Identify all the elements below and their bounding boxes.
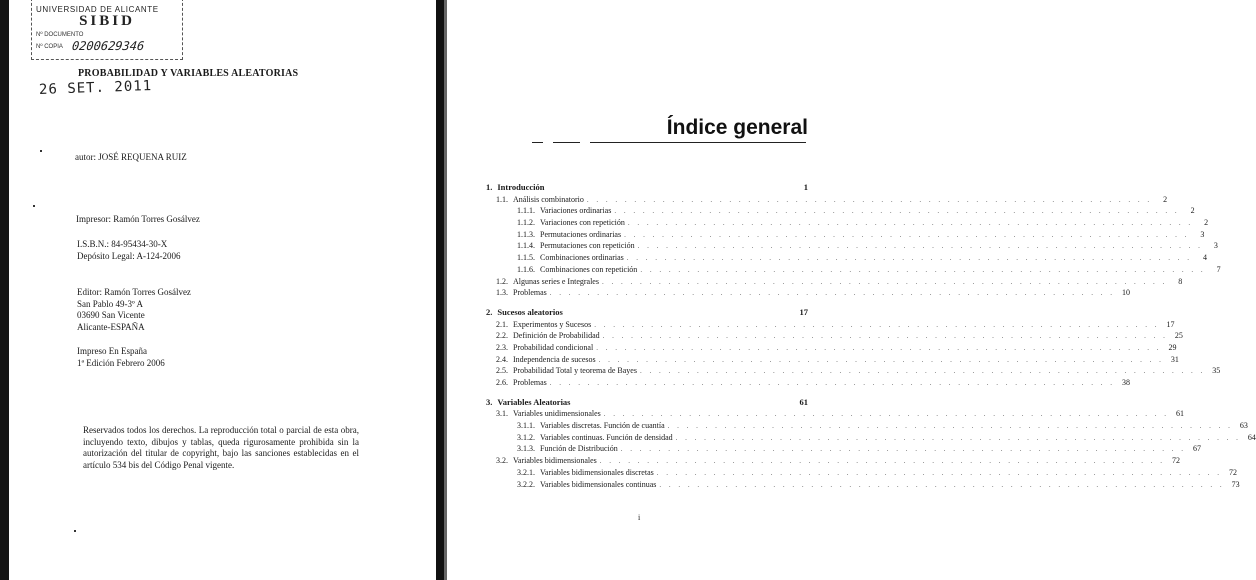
toc-leader-dots: . . . . . . . . . . . . . . . . . . . . . . . . . . . . . . . . . . . . . . . . . . . . . . . . . . . . . . . . . . . .	[656, 468, 1222, 477]
toc-leader-dots: . . . . . . . . . . . . . . . . . . . . . . . . . . . . . . . . . . . . . . . . . . . . . . . . . . . . . . . . . . . .	[624, 230, 1190, 239]
toc-page: 72	[1172, 456, 1181, 466]
toc-page: 31	[1170, 354, 1179, 364]
toc-number: 1.2.	[496, 276, 508, 286]
toc-number: 3.1.1.	[517, 421, 535, 431]
toc-number: 1.1.	[496, 194, 508, 204]
toc-number: 1.1.6.	[517, 264, 535, 274]
toc-leader-dots: . . . . . . . . . . . . . . . . . . . . . . . . . . . . . . . . . . . . . . . . . . . . . . . . . . . . . . . . . . . .	[614, 207, 1180, 216]
toc-number: 2.	[486, 306, 493, 317]
toc-entry[interactable]	[486, 443, 1202, 455]
toc-leader-dots: . . . . . . . . . . . . . . . . . . . . . . . . . . . . . . . . . . . . . . . . . . . . . . . . . . . . . . . . . . . .	[620, 445, 1187, 454]
toc-chapter[interactable]	[486, 397, 808, 409]
toc-label: Variables unidimensionales	[513, 409, 601, 419]
printer-line: Impresor: Ramón Torres Gosálvez	[76, 214, 200, 224]
toc-page: 61	[1176, 409, 1185, 419]
toc-page: 2	[1163, 194, 1168, 204]
toc-number: 3.1.2.	[517, 432, 535, 442]
page-number: i	[638, 513, 641, 522]
toc-leader-dots: . . . . . . . . . . . . . . . . . . . . . . . . . . . . . . . . . . . . . . . . . . . . . . . . . . . . . . . . . . . .	[640, 265, 1206, 274]
toc-page: 29	[1168, 342, 1177, 352]
toc-entry[interactable]	[486, 287, 1131, 299]
toc-label: Combinaciones con repetición	[540, 264, 638, 274]
toc-entry[interactable]	[486, 264, 1221, 276]
toc-label: Permutaciones con repetición	[540, 241, 635, 251]
toc-page: 17	[799, 306, 808, 317]
toc-label: Probabilidad condicional	[513, 342, 594, 352]
toc-label: Función de Distribución	[540, 444, 618, 454]
toc-leader-dots: . . . . . . . . . . . . . . . . . . . . . . . . . . . . . . . . . . . . . . . . . . . . . . . . . . . . . . . . . . . .	[637, 242, 1203, 251]
toc-number: 2.5.	[496, 366, 508, 376]
toc-label: Problemas	[513, 378, 547, 387]
toc-label: Sucesos aleatorios	[497, 306, 563, 317]
toc-page: 67	[1193, 444, 1202, 454]
toc-page: 73	[1231, 479, 1240, 489]
index-title: Índice general	[666, 116, 808, 139]
toc-number: 3.1.3.	[517, 444, 535, 454]
toc-page: 1	[803, 182, 808, 192]
editor-line: 03690 San Vicente	[77, 310, 145, 320]
title-rule-gap	[543, 141, 553, 144]
toc-page: 7	[1216, 264, 1221, 274]
toc-page: 63	[1239, 421, 1248, 431]
toc-page: 25	[1174, 331, 1183, 341]
toc-chapter[interactable]	[486, 182, 808, 194]
toc-label: Variables discretas. Función de cuantía	[540, 421, 665, 431]
toc-number: 1.1.3.	[517, 229, 535, 239]
toc-label: Variables bidimensionales continuas	[540, 479, 657, 489]
toc-leader-dots: . . . . . . . . . . . . . . . . . . . . . . . . . . . . . . . . . . . . . . . . . . . . . . . . . . . . . . . . . . . .	[596, 343, 1162, 352]
toc-leader-dots: . . . . . . . . . . . . . . . . . . . . . . . . . . . . . . . . . . . . . . . . . . . . . . . . . . . . . . . . . . . .	[601, 277, 1168, 286]
toc-entry[interactable]	[486, 408, 1185, 420]
toc-label: Experimentos y Sucesos	[513, 319, 592, 329]
toc-entry[interactable]	[486, 354, 1179, 366]
toc-leader-dots: . . . . . . . . . . . . . . . . . . . . . . . . . . . . . . . . . . . . . . . . . . . . . . . . . . . . . . . . . . . .	[603, 410, 1170, 419]
rights-notice: Reservados todos los derechos. La reproducción total o parcial de esta obra, incluyendo texto, dibujos y tablas, queda rigurosamente prohibida sin la autorización del titular de copyright, bajo las sanciones establecidas en el artículo 534 bis del Código Penal vigente.	[83, 425, 359, 470]
toc-entry[interactable]	[486, 276, 1183, 288]
toc-entry[interactable]	[486, 319, 1175, 331]
toc-page: 2	[1204, 218, 1209, 228]
toc-number: 3.	[486, 396, 493, 407]
toc-label: Variables Aleatorias	[497, 396, 571, 407]
toc-page: 3	[1213, 241, 1218, 251]
toc-leader-dots: . . . . . . . . . . . . . . . . . . . . . . . . . . . . . . . . . . . . . . . . . . . . . . . . . . . . . . . . . . . .	[594, 320, 1160, 329]
toc-number: 1.1.4.	[517, 241, 535, 251]
scan-speck	[33, 205, 35, 207]
toc-label: Variaciones con repetición	[540, 218, 625, 228]
toc-label: Permutaciones ordinarias	[540, 229, 622, 239]
stamp-code: 0200629346	[71, 39, 145, 53]
stamp-doc-label: Nº DOCUMENTO	[36, 32, 84, 38]
book-gutter	[436, 0, 444, 580]
toc-entry[interactable]	[486, 342, 1177, 354]
stamp-copy-label: Nº COPIA	[36, 44, 63, 50]
editor-block	[77, 287, 191, 333]
toc-leader-dots: . . . . . . . . . . . . . . . . . . . . . . . . . . . . . . . . . . . . . . . . . . . . . . . . . . . . . . . . . . . .	[667, 422, 1233, 431]
toc-number: 1.	[486, 182, 493, 192]
title-rule	[532, 142, 806, 143]
toc-page: 8	[1178, 276, 1183, 286]
toc-entry[interactable]	[486, 455, 1181, 467]
toc-label: Variables bidimensionales discretas	[540, 467, 654, 477]
toc-number: 2.3.	[496, 342, 508, 352]
toc-page: 61	[799, 396, 808, 407]
toc-number: 3.2.1.	[517, 467, 535, 477]
toc-page: 38	[1122, 378, 1131, 387]
isbn-line: I.S.B.N.: 84-95434-30-X	[77, 239, 168, 249]
toc-label: Análisis combinatorio	[513, 194, 584, 204]
toc-leader-dots: . . . . . . . . . . . . . . . . . . . . . . . . . . . . . . . . . . . . . . . . . . . . . . . . . . . . . . . . . . . .	[639, 367, 1206, 376]
toc-leader-dots: . . . . . . . . . . . . . . . . . . . . . . . . . . . . . . . . . . . . . . . . . . . . . . . . . . . . . . . . . . . .	[586, 195, 1153, 204]
scan-speck	[74, 530, 76, 532]
handwritten-date: 26 SET. 2011	[38, 78, 153, 98]
editor-line: Alicante-ESPAÑA	[77, 321, 145, 332]
toc-number: 3.2.	[496, 456, 508, 466]
toc-label: Variables bidimensionales	[513, 456, 597, 466]
toc-entry[interactable]	[486, 467, 1237, 479]
edition-line: Impreso En España	[77, 346, 147, 356]
toc-entry[interactable]	[486, 365, 1221, 377]
toc-entry[interactable]	[486, 432, 1256, 444]
toc-label: Definición de Probabilidad	[513, 331, 600, 341]
toc-page: 3	[1200, 229, 1205, 239]
toc-entry[interactable]	[486, 194, 1168, 206]
table-of-contents	[486, 182, 1256, 490]
toc-page: 72	[1229, 467, 1237, 477]
toc-entry[interactable]	[486, 377, 1131, 389]
toc-label: Combinaciones ordinarias	[540, 253, 624, 263]
toc-leader-dots: . . . . . . . . . . . . . . . . . . . . . . . . . . . . . . . . . . . . . . . . . . . . . . . . . . . . . . . . . . . .	[599, 457, 1166, 466]
editor-line: Editor: Ramón Torres Gosálvez	[77, 287, 191, 297]
toc-label: Variaciones ordinarias	[540, 206, 612, 216]
toc-entry[interactable]	[486, 420, 1248, 432]
toc-leader-dots: . . . . . . . . . . . . . . . . . . . . . . . . . . . . . . . . . . . . . . . . . . . . . . . . . . . . . . . . . . . .	[626, 254, 1193, 263]
stamp-university: UNIVERSIDAD DE ALICANTE	[36, 5, 159, 14]
toc-entry[interactable]	[486, 252, 1208, 264]
legal-deposit-line: Depósito Legal: A-124-2006	[77, 251, 181, 261]
toc-entry[interactable]	[486, 479, 1240, 491]
toc-number: 3.1.	[496, 409, 508, 419]
toc-page: 10	[1122, 288, 1131, 298]
toc-page: 4	[1203, 253, 1208, 263]
toc-entry[interactable]	[486, 240, 1218, 252]
toc-leader-dots: . . . . . . . . . . . . . . . . . . . . . . . . . . . . . . . . . . . . . . . . . . . . . . . . . . . . . . . . . . . .	[598, 355, 1164, 364]
toc-label: Introducción	[497, 182, 545, 192]
toc-page: 35	[1212, 366, 1221, 376]
book-title: PROBABILIDAD Y VARIABLES ALEATORIAS	[78, 68, 299, 79]
scan-speck	[40, 150, 42, 152]
toc-leader-dots: . . . . . . . . . . . . . . . . . . . . . . . . . . . . . . . . . . . . . . . . . . . . . . . . . . . . . . . . . . . .	[627, 219, 1194, 228]
toc-label: Independencia de sucesos	[513, 354, 596, 364]
edition-line: 1ª Edición Febrero 2006	[77, 357, 165, 368]
toc-number: 1.3.	[496, 288, 508, 298]
toc-number: 2.1.	[496, 319, 508, 329]
toc-number: 1.1.1.	[517, 206, 535, 216]
toc-page: 17	[1166, 319, 1175, 329]
toc-leader-dots: . . . . . . . . . . . . . . . . . . . . . . . . . . . . . . . . . . . . . . . . . . . . . . . . . . . . . . . . . . . .	[549, 289, 1116, 298]
toc-leader-dots: . . . . . . . . . . . . . . . . . . . . . . . . . . . . . . . . . . . . . . . . . . . . . . . . . . . . . . . . . . . .	[675, 433, 1241, 442]
toc-label: Problemas	[513, 288, 547, 298]
author-line: autor: JOSÉ REQUENA RUIZ	[75, 152, 187, 162]
toc-number: 2.2.	[496, 331, 508, 341]
toc-number: 1.1.5.	[517, 253, 535, 263]
toc-chapter[interactable]	[486, 307, 808, 319]
toc-label: Algunas series e Integrales	[513, 276, 599, 286]
toc-leader-dots: . . . . . . . . . . . . . . . . . . . . . . . . . . . . . . . . . . . . . . . . . . . . . . . . . . . . . . . . . . . .	[549, 379, 1116, 387]
toc-page: 2	[1190, 206, 1195, 216]
edition-block	[77, 346, 165, 369]
toc-entry[interactable]	[486, 330, 1183, 342]
toc-leader-dots: . . . . . . . . . . . . . . . . . . . . . . . . . . . . . . . . . . . . . . . . . . . . . . . . . . . . . . . . . . . .	[659, 480, 1225, 489]
stamp-system: SIBID	[79, 13, 135, 29]
title-rule-gap	[580, 141, 590, 144]
toc-page: 64	[1247, 432, 1256, 442]
library-stamp	[31, 0, 183, 60]
scan-edge-left	[0, 0, 9, 580]
toc-entry[interactable]	[486, 229, 1205, 241]
toc-number: 3.2.2.	[517, 479, 535, 489]
toc-label: Probabilidad Total y teorema de Bayes	[513, 366, 637, 376]
toc-number: 2.6.	[496, 378, 508, 387]
toc-label: Variables continuas. Función de densidad	[540, 432, 673, 442]
toc-entry[interactable]	[486, 205, 1195, 217]
toc-number: 2.4.	[496, 354, 508, 364]
toc-leader-dots: . . . . . . . . . . . . . . . . . . . . . . . . . . . . . . . . . . . . . . . . . . . . . . . . . . . . . . . . . . . .	[602, 332, 1168, 341]
editor-line: San Pablo 49-3º A	[77, 298, 144, 309]
toc-entry[interactable]	[486, 217, 1209, 229]
toc-number: 1.1.2.	[517, 218, 535, 228]
